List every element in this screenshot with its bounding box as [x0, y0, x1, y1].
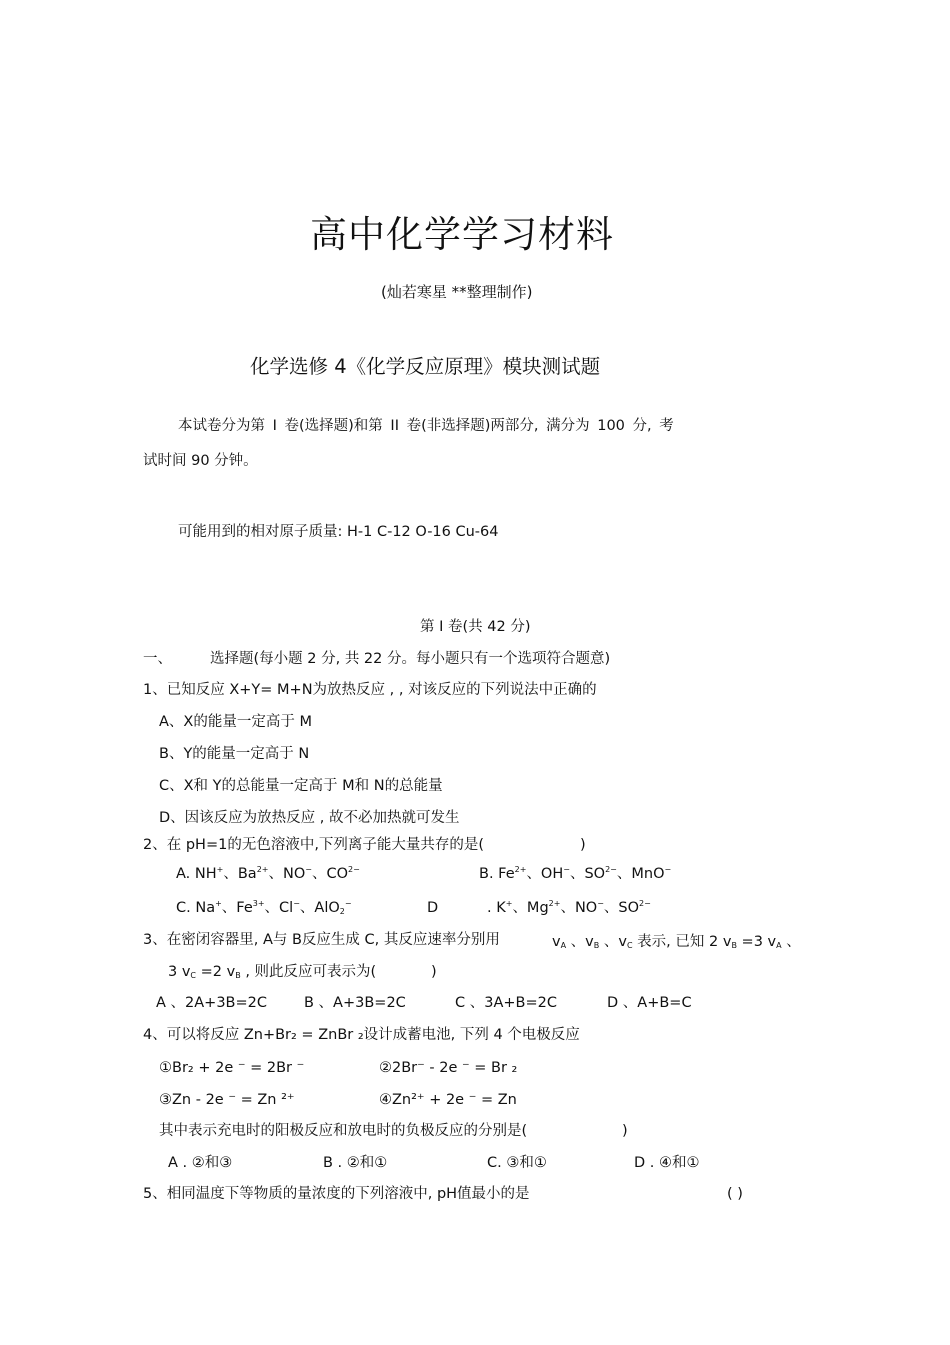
q3-paren-close: )	[431, 964, 437, 980]
q4-reaction-4: ④Zn²⁺ + 2e ⁻ = Zn	[379, 1092, 517, 1108]
q4-question: 其中表示充电时的阳极反应和放电时的负极反应的分别是(	[159, 1123, 528, 1139]
q3-option-d: D 、A+B=C	[607, 995, 692, 1011]
intro-line-1: 本试卷分为第 I 卷(选择题)和第 II 卷(非选择题)两部分, 满分为 100 分, 考	[178, 418, 674, 434]
q2-option-c: C. Na+、$Fe^{3+}$、Cl−、AlO$_2$−	[176, 899, 352, 916]
q4-reaction-3: ③Zn - 2e ⁻ = Zn ²⁺	[159, 1092, 295, 1108]
q1-option-d: D、因该反应为放热反应 , 故不必加热就可发生	[159, 810, 460, 826]
q3-stem: 3、在密闭容器里, A与 B反应生成 C, 其反应速率分别用	[143, 932, 500, 948]
q1-option-b: B、Y的能量一定高于 N	[159, 746, 310, 762]
q1-option-c: C、X和 Y的总能量一定高于 M和 N的总能量	[159, 778, 443, 794]
q5-paren: ( )	[727, 1186, 743, 1202]
q5-stem: 5、相同温度下等物质的量浓度的下列溶液中, pH值最小的是	[143, 1186, 530, 1202]
q2-paren-close: )	[580, 837, 586, 853]
q2-option-d: . K+、$Mg^{2+}$、NO−、$SO^{2-}$	[487, 899, 651, 916]
q2-stem: 2、在 pH=1的无色溶液中,下列离子能大量共存的是(	[143, 837, 485, 853]
intro-line-2: 试时间 90 分钟。	[143, 453, 258, 469]
q3-option-b: B 、A+3B=2C	[304, 995, 406, 1011]
q4-option-c: C. ③和①	[487, 1155, 547, 1171]
q4-stem: 4、可以将反应 Zn+Br₂ = ZnBr ₂设计成蓄电池, 下列 4 个电极反应	[143, 1027, 580, 1043]
q3-rates: $v_A$ 、$v_B$ 、$v_C$ 表示, 已知 2 $v_B =3$ $v_A$ 、	[552, 934, 801, 950]
q3-option-c: C 、3A+B=2C	[455, 995, 557, 1011]
q2-option-b: B. $Fe^{2+}$、OH−、$SO^{2-}$、MnO−	[479, 865, 672, 882]
q2-option-d-label: D	[427, 900, 439, 916]
section-number: 一、	[143, 651, 172, 667]
exam-title: 化学选修 4《化学反应原理》模块测试题	[250, 355, 601, 378]
part-heading: 第 I 卷(共 42 分)	[420, 619, 531, 635]
q4-paren-close: )	[622, 1123, 628, 1139]
section-description: 选择题(每小题 2 分, 共 22 分。每小题只有一个选项符合题意)	[210, 651, 611, 667]
q3-option-a: A 、2A+3B=2C	[156, 995, 267, 1011]
q1-stem: 1、已知反应 X+Y= M+N为放热反应 , , 对该反应的下列说法中正确的	[143, 682, 597, 698]
page-subtitle: (灿若寒星 **整理制作)	[381, 283, 533, 301]
q4-option-a: A . ②和③	[168, 1155, 233, 1171]
q4-option-b: B . ②和①	[323, 1155, 388, 1171]
q2-option-a: A. NH+、$Ba^{2+}$、NO−、$CO^{2-}$	[176, 865, 360, 882]
q4-reaction-1: ①Br₂ + 2e ⁻ = 2Br ⁻	[159, 1060, 305, 1076]
atomic-masses: 可能用到的相对原子质量: H-1 C-12 O-16 Cu-64	[178, 524, 499, 540]
q3-line2: 3 $v_C =2$ $v_B$ , 则此反应可表示为(	[168, 964, 377, 980]
q4-reaction-2: ②2Br⁻ - 2e ⁻ = Br ₂	[379, 1060, 518, 1076]
q1-option-a: A、X的能量一定高于 M	[159, 714, 312, 730]
page-title: 高中化学学习材料	[310, 213, 614, 256]
q4-option-d: D . ④和①	[634, 1155, 700, 1171]
